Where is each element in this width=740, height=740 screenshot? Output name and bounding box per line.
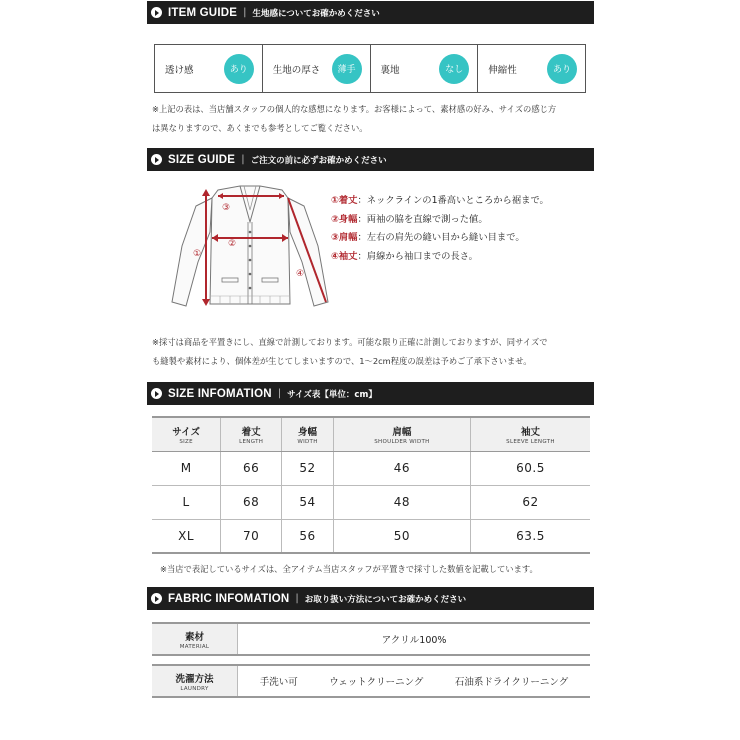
guide-label: 生地の厚さ xyxy=(272,64,321,76)
guide-label: 伸縮性 xyxy=(488,64,517,76)
section-subtitle: 生地感についてお確かめください xyxy=(252,8,380,19)
diagram-label: ④ xyxy=(295,269,305,279)
laundry-header: 洗濯方法 LAUNDRY xyxy=(152,666,238,696)
laundry-values xyxy=(238,666,590,696)
section-subtitle: お取り扱い方法についてお確かめください xyxy=(304,594,467,605)
guide-badge: あり xyxy=(547,54,577,84)
value-cell: 46 xyxy=(333,451,470,485)
play-icon xyxy=(151,388,162,399)
laundry-item: ウェットクリーニング xyxy=(329,677,424,688)
section-title: FABRIC INFOMATION xyxy=(168,592,290,605)
measure-list xyxy=(331,192,549,266)
measure-row: ②身幅：両袖の脇を直線で測った値。 xyxy=(331,213,488,225)
guide-cell-lining xyxy=(371,45,479,92)
divider: | xyxy=(277,388,282,399)
value-cell: 68 xyxy=(221,485,282,519)
table-header-row xyxy=(152,417,590,451)
table-row xyxy=(152,519,590,553)
diagram-label: ③ xyxy=(221,203,231,213)
measure-row: ③肩幅：左右の肩先の縫い目から縫い目まで。 xyxy=(331,232,525,243)
section-subtitle: サイズ表【単位：cm】 xyxy=(287,389,377,400)
size-guide-header xyxy=(147,148,594,171)
note-line: ※上記の表は、当店舗スタッフの個人的な感想になります。お客様によって、素材感の好み、サイズの感じ方 xyxy=(152,104,557,114)
note-line: ※採寸は商品を平置きにし、直線で計測しております。可能な限り正確に計測しておりますが、同サイズで xyxy=(152,337,548,347)
item-guide-header xyxy=(147,1,594,24)
guide-badge: 薄手 xyxy=(332,54,362,84)
table-row xyxy=(152,485,590,519)
play-icon xyxy=(151,154,162,165)
column-header-width: 身幅 WIDTH xyxy=(282,417,334,451)
material-value: アクリル100% xyxy=(381,635,447,646)
section-subtitle: ご注文の前に必ずお確かめください xyxy=(250,155,387,166)
play-icon xyxy=(151,593,162,604)
size-info-note: ※当店で表記しているサイズは、全アイテム当店スタッフが平置きで採寸した数値を記載しています。 xyxy=(160,564,538,574)
value-cell: 70 xyxy=(221,519,282,553)
size-cell: L xyxy=(152,485,221,519)
column-header-size: サイズ SIZE xyxy=(152,417,221,451)
guide-cell-transparency xyxy=(155,45,263,92)
measure-row: ①着丈：ネックラインの1番高いところから裾まで。 xyxy=(331,195,549,206)
guide-cell-thickness xyxy=(263,45,371,92)
divider: | xyxy=(243,7,247,18)
value-cell: 52 xyxy=(282,451,334,485)
value-cell: 54 xyxy=(282,485,334,519)
fabric-info-header xyxy=(147,587,594,610)
value-cell: 48 xyxy=(333,485,470,519)
size-info-header xyxy=(147,382,594,405)
laundry-item: 石油系ドライクリーニング xyxy=(454,677,569,688)
divider: | xyxy=(295,593,299,604)
table-row xyxy=(152,451,590,485)
material-header: 素材 MATERIAL xyxy=(152,624,238,654)
note-line: も縫製や素材により、個体差が生じてしまいますので、1〜2cm程度の誤差は予めご了承下さいませ。 xyxy=(152,356,532,366)
size-guide-note xyxy=(152,333,592,371)
size-table xyxy=(152,416,590,554)
guide-cell-stretch xyxy=(478,45,585,92)
diagram-label: ① xyxy=(192,249,202,259)
divider: | xyxy=(241,154,245,165)
laundry-row xyxy=(152,664,590,698)
guide-badge: なし xyxy=(439,54,469,84)
guide-label: 裏地 xyxy=(380,64,400,76)
note-line: は異なりますので、あくまでも参考としてご覧ください。 xyxy=(152,123,368,133)
section-title: ITEM GUIDE xyxy=(168,6,238,19)
item-guide-table xyxy=(154,44,586,93)
column-header-length: 着丈 LENGTH xyxy=(221,417,282,451)
size-cell: M xyxy=(152,451,221,485)
laundry-item: 手洗い可 xyxy=(259,677,298,688)
item-guide-note xyxy=(152,100,592,138)
value-cell: 63.5 xyxy=(470,519,590,553)
section-title: SIZE GUIDE xyxy=(168,153,236,166)
column-header-shoulder: 肩幅 SHOULDER WIDTH xyxy=(333,417,470,451)
value-cell: 62 xyxy=(470,485,590,519)
play-icon xyxy=(151,7,162,18)
section-title: SIZE INFOMATION xyxy=(168,387,272,400)
column-header-sleeve: 袖丈 SLEEVE LENGTH xyxy=(470,417,590,451)
guide-badge: あり xyxy=(224,54,254,84)
guide-label: 透け感 xyxy=(165,64,194,76)
diagram-label: ② xyxy=(227,239,237,249)
value-cell: 60.5 xyxy=(470,451,590,485)
size-cell: XL xyxy=(152,519,221,553)
value-cell: 66 xyxy=(221,451,282,485)
material-row xyxy=(152,622,590,656)
measure-row: ④袖丈：肩線から袖口までの長さ。 xyxy=(331,250,478,262)
value-cell: 50 xyxy=(333,519,470,553)
value-cell: 56 xyxy=(282,519,334,553)
cardigan-diagram xyxy=(160,182,340,322)
